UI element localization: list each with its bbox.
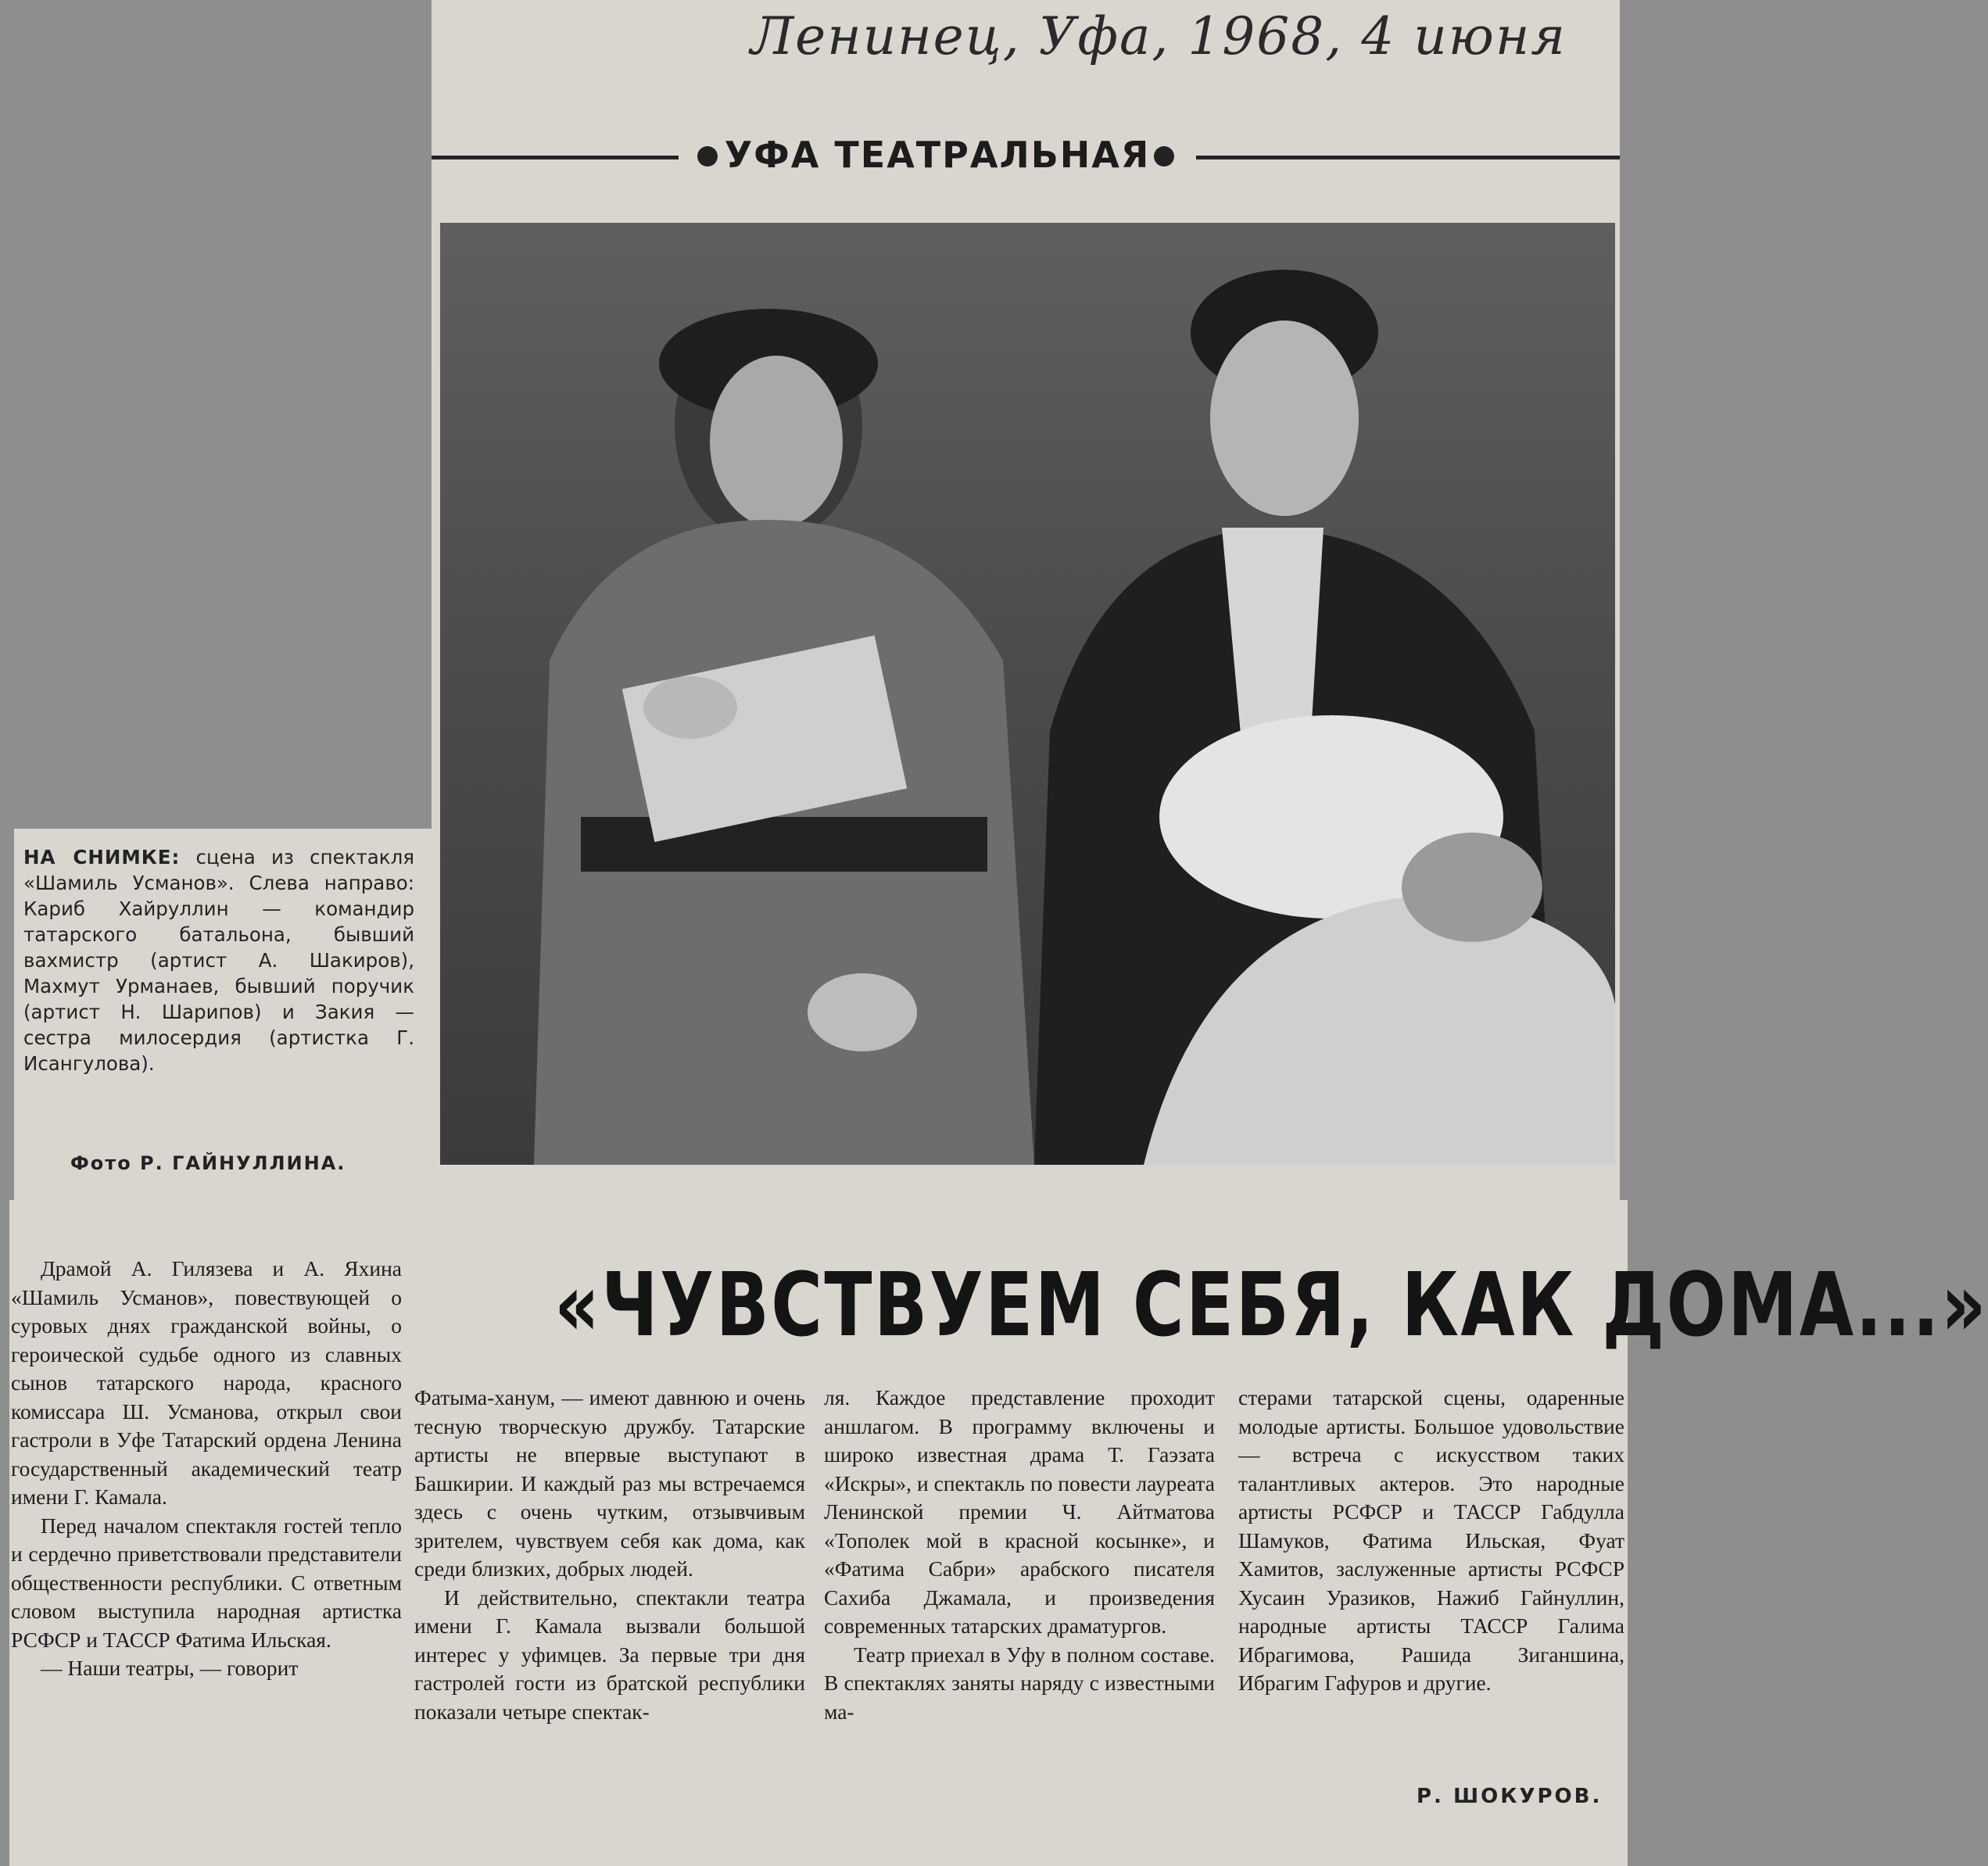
paragraph: — Наши театры, — говорит (41, 1656, 299, 1680)
article-headline: «ЧУВСТВУЕМ СЕБЯ, КАК ДОМА...» (554, 1255, 1988, 1356)
rubric-rule-right (1196, 156, 1620, 159)
paragraph: Театр приехал в Уфу в полном составе. В спектаклях заняты наряду с известными ма- (824, 1642, 1215, 1724)
rubric-bar (432, 129, 1620, 184)
paragraph: Перед началом спектакля гостей тепло и сердечно приветствовали представители общественности республики. С ответным словом выступила народная артистка РСФСР и ТАССР Фатима Ильская. (11, 1513, 402, 1652)
paragraph: стерами татарской сцены, одаренные молодые артисты. Большое удовольствие — встреча с искусством таких талантливых актеров. Это народные артисты РСФСР и ТАССР Габдулла Шамуков, Фатима Ильская, Фуат Хамитов, заслуженные артисты РСФСР Хусаин Уразиков, Нажиб Гайнуллин, народные артисты ТАССР Галима Ибрагимова, Рашида Зиганшина, Ибрагим Гафуров и другие. (1238, 1385, 1624, 1695)
rubric-rule-left (432, 156, 679, 159)
photo-figures (440, 223, 1615, 1165)
handwritten-note: Ленинец, Уфа, 1968, 4 июня (750, 6, 1567, 66)
caption-text: сцена из спектакля «Шамиль Усманов». Слева направо: Кариб Хайруллин — командир татарского батальона, бывший вахмистр (артист А. Шакиров), Махмут Урманаев, бывший поручик (артист Н. Шарипов) и Закия — сестра милосердия (артистка Г. Исангулова). (23, 846, 414, 1075)
article-column-2 (414, 1384, 805, 1726)
scene-photo (440, 223, 1615, 1165)
article-column-3 (824, 1384, 1215, 1726)
paragraph: Драмой А. Гилязева и А. Яхина «Шамиль Усманов», повествующей о суровых днях гражданской войны, о героической судьбе одного из славных сынов татарского народа, красного комиссара Ш. Усманова, открыл свои гастроли в Уфе Татарский ордена Ленина государственный академический театр имени Г. Камала. (11, 1256, 402, 1509)
photo-credit: Фото Р. ГАЙНУЛЛИНА. (70, 1152, 346, 1174)
paragraph: И действительно, спектакли театра имени Г. Камала вызвали большой интерес у уфимцев. За первые три дня гастролей гости из братской республики показали четыре спектак- (414, 1585, 805, 1724)
author-signature: Р. ШОКУРОВ. (1417, 1785, 1603, 1808)
bullet-icon (1154, 146, 1174, 167)
article-column-4 (1238, 1384, 1624, 1698)
photo-caption (23, 844, 414, 1076)
bullet-icon (697, 146, 718, 167)
caption-lead: НА СНИМКЕ: (23, 846, 181, 869)
article-column-1 (11, 1255, 402, 1683)
paragraph: Фатыма-ханум, — имеют давнюю и очень тесную творческую дружбу. Татарские артисты не впервые выступают в Башкирии. И каждый раз мы встречаемся здесь с очень чутким, отзывчивым зрителем, чувствуем себя как дома, как среди близких, добрых людей. (414, 1385, 805, 1581)
rubric-title: УФА ТЕАТРАЛЬНАЯ (724, 134, 1151, 176)
paragraph: ля. Каждое представление проходит аншлагом. В программу включены и широко известная драма Т. Гаэзата «Искры», и спектакль по повести лауреата Ленинской премии Ч. Айтматова «Тополек мой в красной косынке», и «Фатима Сабри» арабского писателя Сахиба Джамала, и произведения современных татарских драматургов. (824, 1385, 1215, 1638)
